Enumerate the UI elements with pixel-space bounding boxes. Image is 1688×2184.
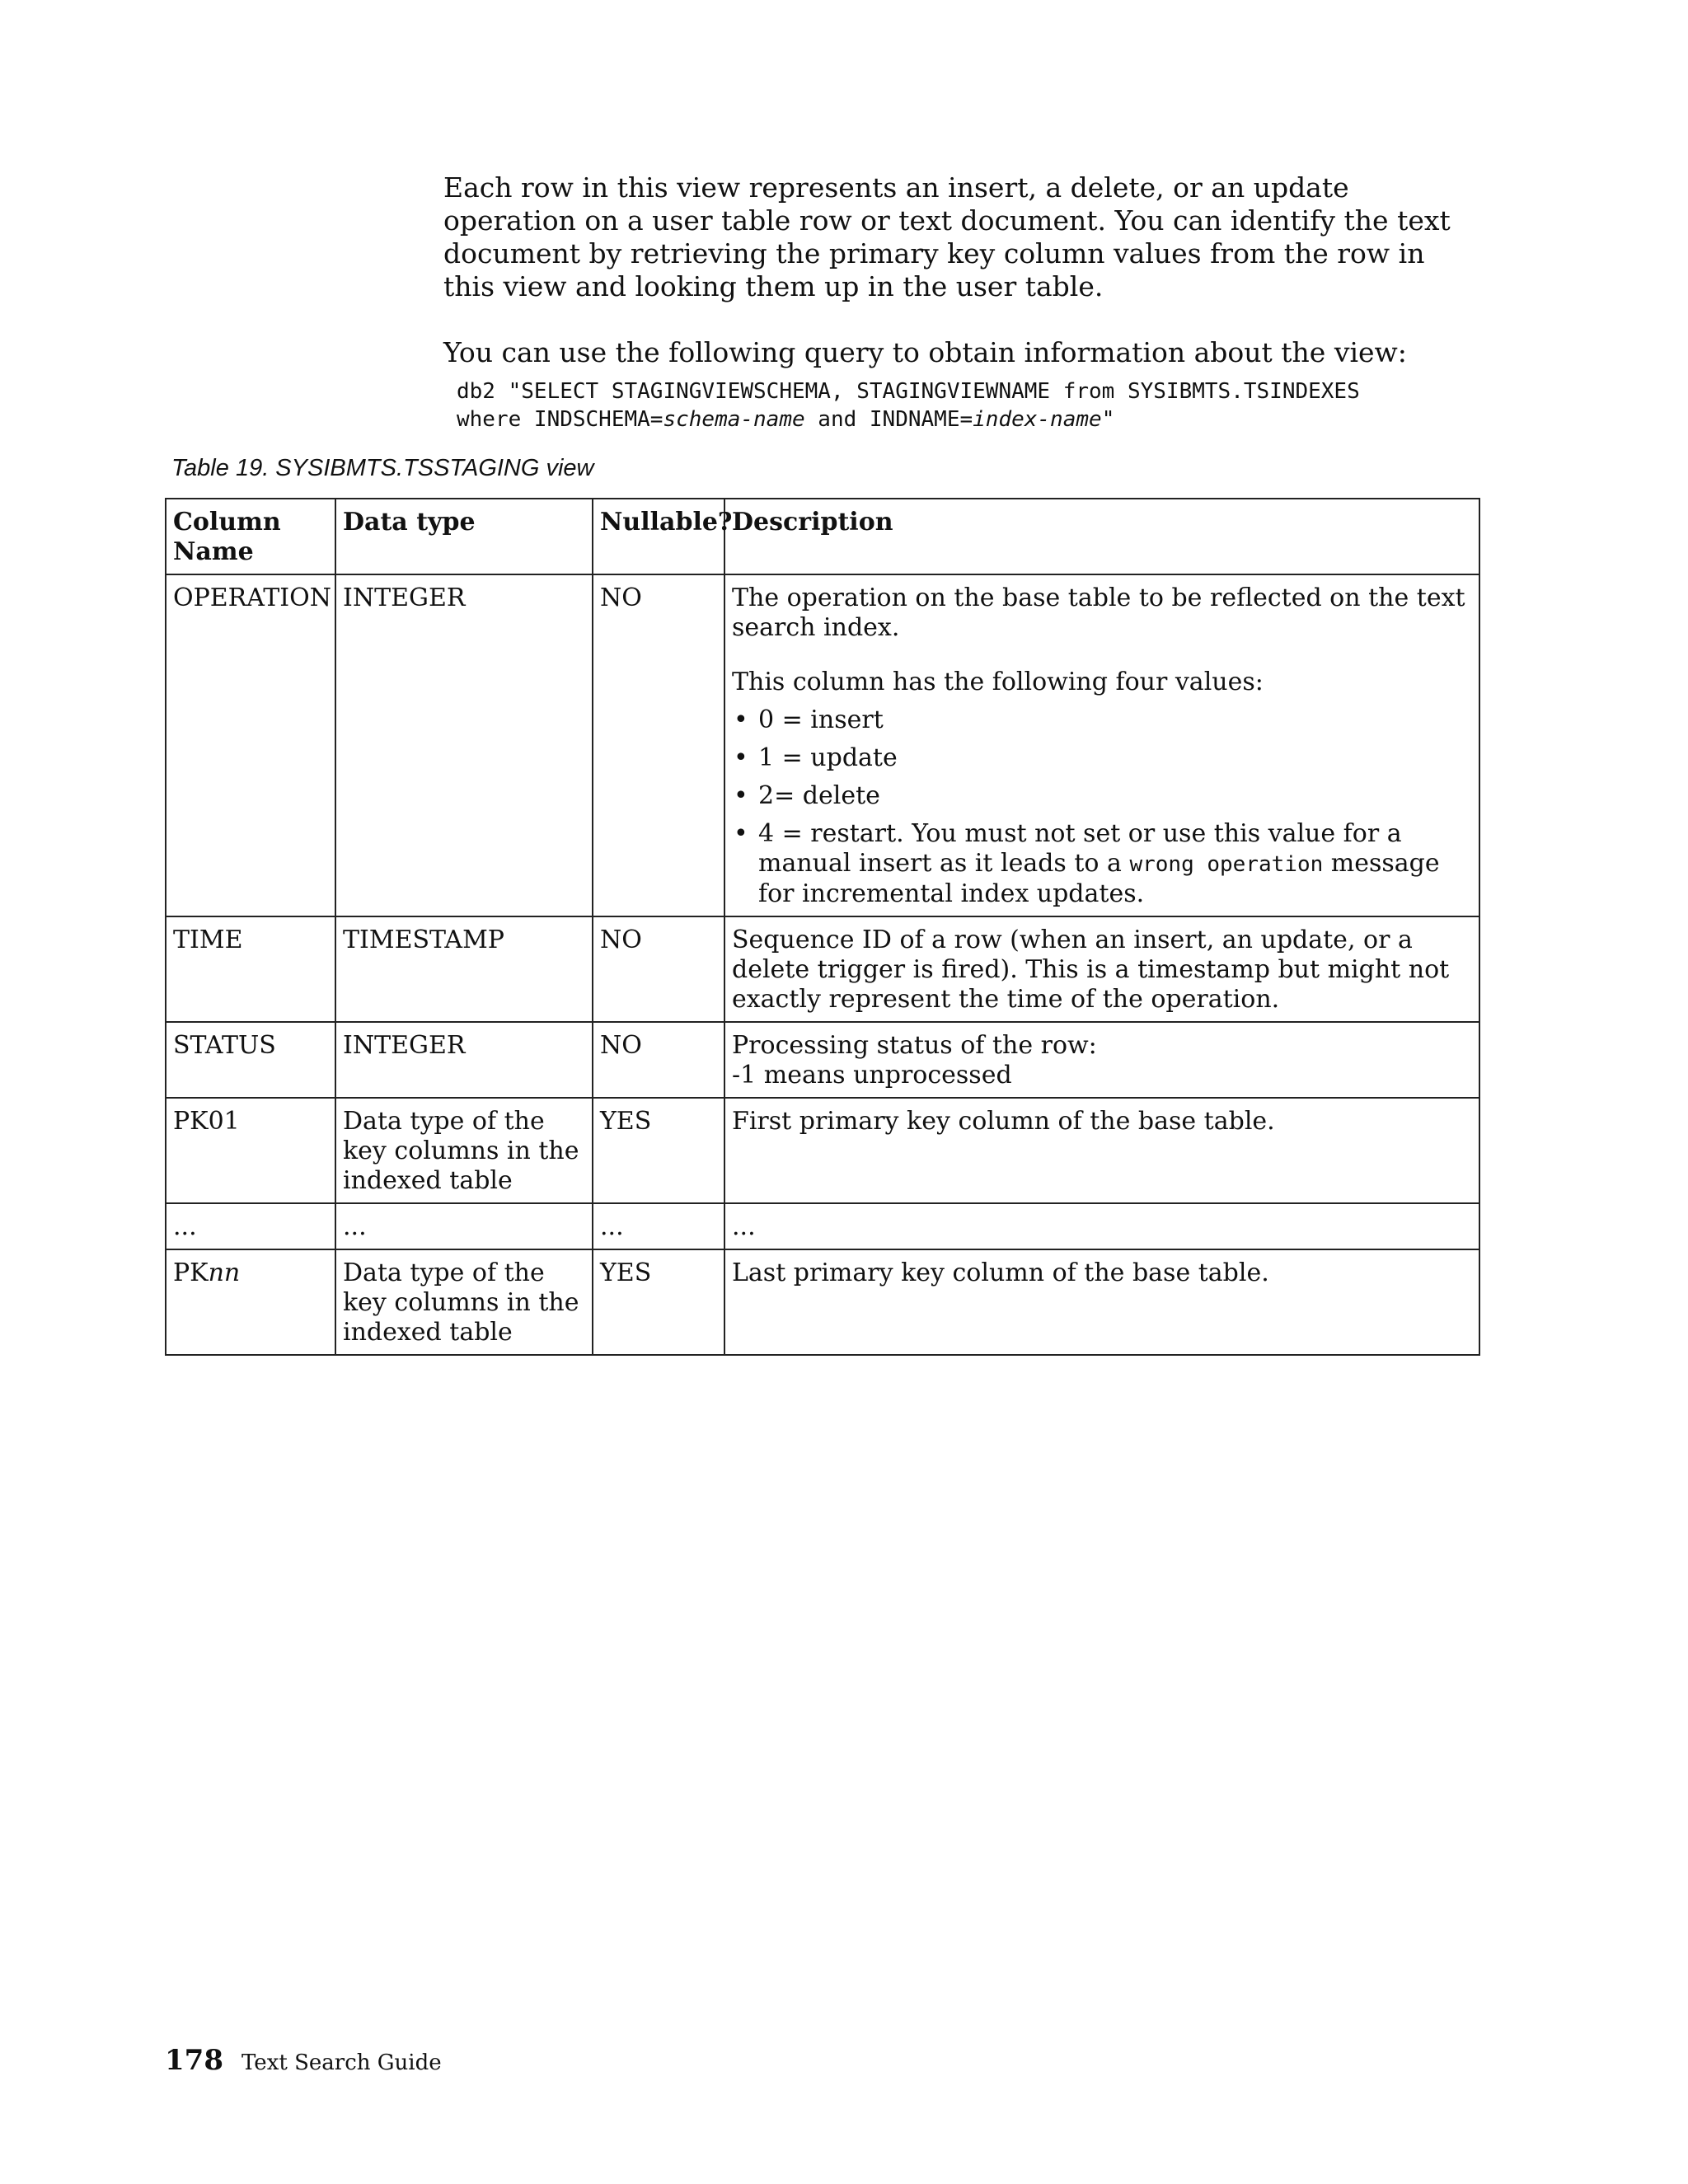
cell-type: TIMESTAMP [335, 916, 593, 1022]
cell-description: ... [724, 1203, 1479, 1249]
book-title: Text Search Guide [241, 2050, 442, 2075]
description-text: This column has the following four values: [732, 668, 1264, 696]
values-list [732, 705, 1472, 909]
cell-nullable: NO [593, 574, 724, 916]
table-row [166, 1249, 1479, 1355]
code-line-1: db2 "SELECT STAGINGVIEWSCHEMA, STAGINGVIEWNAME from SYSIBMTS.TSINDEXES [457, 379, 1360, 404]
table-header-row [166, 499, 1479, 574]
cell-description: Last primary key column of the base table. [724, 1249, 1479, 1355]
header-data-type: Data type [335, 499, 593, 574]
page-footer [165, 2044, 442, 2077]
cell-description: First primary key column of the base table. [724, 1098, 1479, 1203]
intro-paragraph: Each row in this view represents an insert, a delete, or an update operation on a user table row or text document. You can identify the text document by retrieving the primary key column values from the row in this view and looking them up in the user table. [443, 171, 1451, 302]
cell-name: TIME [166, 916, 335, 1022]
table-row [166, 1022, 1479, 1098]
header-column-name: Column Name [166, 499, 335, 574]
cell-type: INTEGER [335, 1022, 593, 1098]
cell-description [724, 574, 1479, 916]
cell-type: INTEGER [335, 574, 593, 916]
table-row [166, 1098, 1479, 1203]
table-caption: Table 19. SYSIBMTS.TSSTAGING view [171, 455, 594, 481]
cell-name: OPERATION [166, 574, 335, 916]
table-row [166, 916, 1479, 1022]
staging-view-table [165, 498, 1480, 1356]
cell-name: ... [166, 1203, 335, 1249]
cell-description: Sequence ID of a row (when an insert, an update, or a delete trigger is fired). This is a timestamp but might not exactly represent the time of the operation. [724, 916, 1479, 1022]
list-item: • 1 = update [734, 743, 898, 772]
query-code-block [457, 377, 1465, 434]
list-item: • 4 = restart. You must not set or use this value for a manual insert as it leads to a wrong operation message for incremental index updates. [734, 819, 1440, 908]
cell-nullable: NO [593, 1022, 724, 1098]
table-row [166, 574, 1479, 916]
description-text: The operation on the base table to be reflected on the text search index. [732, 583, 1465, 642]
header-nullable: Nullable? [593, 499, 724, 574]
header-description: Description [724, 499, 1479, 574]
query-intro-paragraph: You can use the following query to obtain information about the view: [443, 336, 1407, 368]
list-item: • 0 = insert [734, 705, 884, 734]
cell-name: PK01 [166, 1098, 335, 1203]
cell-type: ... [335, 1203, 593, 1249]
cell-name: STATUS [166, 1022, 335, 1098]
cell-type: Data type of the key columns in the indexed table [335, 1098, 593, 1203]
cell-nullable: NO [593, 916, 724, 1022]
cell-nullable: YES [593, 1098, 724, 1203]
cell-type: Data type of the key columns in the indexed table [335, 1249, 593, 1355]
cell-name: PKnn [166, 1249, 335, 1355]
code-line-2: where INDSCHEMA=schema-name and INDNAME=index-name" [457, 407, 1115, 432]
intro-section [443, 171, 1465, 434]
cell-description: Processing status of the row: -1 means unprocessed [724, 1022, 1479, 1098]
table-row [166, 1203, 1479, 1249]
inline-code: wrong operation [1129, 852, 1324, 877]
list-item: • 2= delete [734, 781, 880, 810]
cell-nullable: YES [593, 1249, 724, 1355]
cell-nullable: ... [593, 1203, 724, 1249]
page-number: 178 [165, 2044, 223, 2077]
